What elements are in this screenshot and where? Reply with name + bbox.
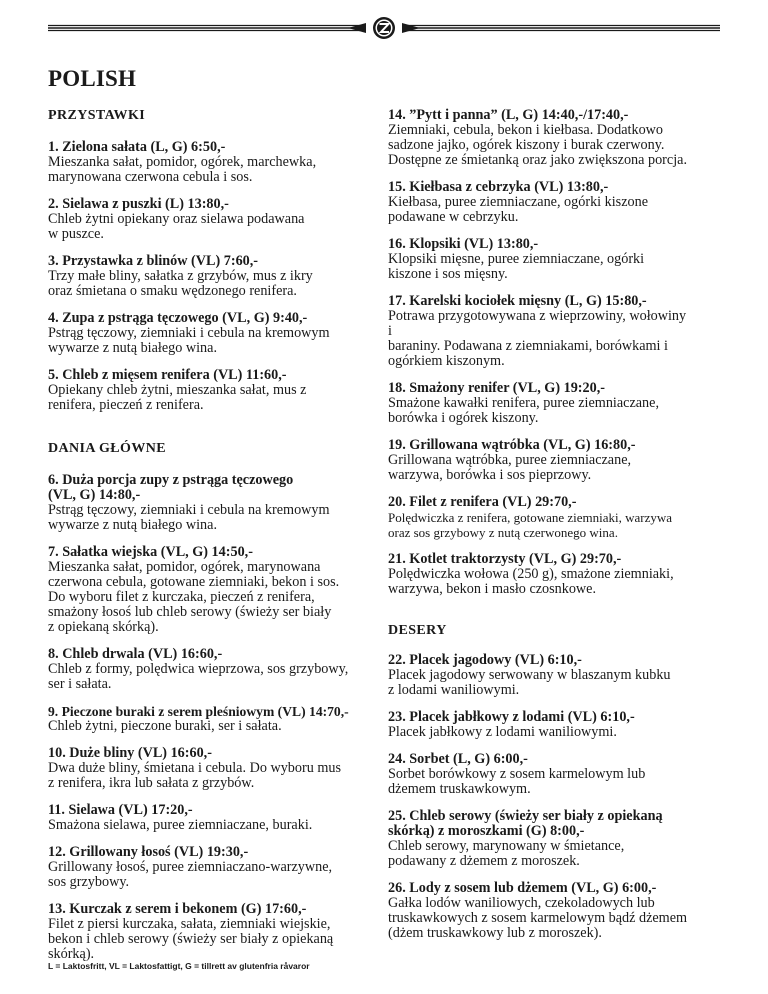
menu-item-desc: Polędwiczka wołowa (250 g), smażone ziemniaki, warzywa, bekon i masło czosnkowe. <box>388 566 674 597</box>
section-desery <box>388 623 720 941</box>
menu-item-desc: Grillowana wątróbka, puree ziemniaczane, warzywa, borówka i sos pieprzowy. <box>388 452 632 483</box>
header-right-stripes <box>404 26 720 31</box>
menu-item <box>388 495 720 540</box>
menu-item-title: 8. Chleb drwala (VL) 16:60,- <box>48 646 223 662</box>
allergen-footnote: L = Laktosfritt, VL = Laktosfattigt, G = tillrett av glutenfria råvaror <box>48 961 310 971</box>
menu-item-desc: Smażone kawałki renifera, puree ziemniaczane, borówka i ogórek kiszony. <box>388 395 659 426</box>
menu-item <box>388 752 720 797</box>
menu-item <box>388 294 720 369</box>
menu-item <box>48 704 374 734</box>
menu-item <box>48 140 374 185</box>
menu-item-desc: Opiekany chleb żytni, mieszanka sałat, mus z renifera, pieczeń z renifera. <box>48 382 307 413</box>
menu-item <box>388 552 720 597</box>
menu-item-desc: Pstrąg tęczowy, ziemniaki i cebula na kremowym wywarze z nutą białego wina. <box>48 325 330 356</box>
menu-item <box>48 746 374 791</box>
menu-item-desc: Grillowany łosoś, puree ziemniaczano-warzywne, sos grzybowy. <box>48 859 333 890</box>
menu-item <box>388 653 720 698</box>
menu-item <box>388 710 720 740</box>
menu-item <box>388 881 720 941</box>
menu-item-title: 13. Kurczak z serem i bekonem (G) 17:60,- <box>48 901 307 917</box>
menu-item <box>48 473 374 533</box>
emblem-icon <box>348 17 420 39</box>
menu-item-desc: Chleb z formy, polędwica wieprzowa, sos grzybowy, ser i sałata. <box>48 661 349 692</box>
menu-item-title: 23. Placek jabłkowy z lodami (VL) 6:10,- <box>388 709 635 725</box>
menu-item-title: 14. ”Pytt i panna” (L, G) 14:40,-/17:40,- <box>388 107 629 123</box>
menu-item-title: 17. Karelski kociołek mięsny (L, G) 15:80,- <box>388 293 647 309</box>
menu-item-title: 2. Sielawa z puszki (L) 13:80,- <box>48 196 229 212</box>
menu-item-desc: Placek jagodowy serwowany w blaszanym kubku z lodami waniliowymi. <box>388 667 671 698</box>
section-heading: DANIA GŁÓWNE <box>48 441 166 456</box>
menu-item-title: 9. Pieczone buraki z serem pleśniowym (VL) 14:70,- <box>48 704 349 719</box>
menu-item-title: 19. Grillowana wątróbka (VL, G) 16:80,- <box>388 437 636 453</box>
menu-item <box>48 803 374 833</box>
menu-item-desc: Smażona sielawa, puree ziemniaczane, buraki. <box>48 817 313 833</box>
menu-item-desc: Placek jabłkowy z lodami waniliowymi. <box>388 724 617 740</box>
menu-item-title: 7. Sałatka wiejska (VL, G) 14:50,- <box>48 544 253 560</box>
section-przystawki <box>48 108 374 413</box>
menu-item <box>48 902 374 962</box>
menu-item-desc: Chleb żytni, pieczone buraki, ser i sałata. <box>48 718 282 734</box>
header-rule <box>48 16 720 40</box>
section-heading: DESERY <box>388 623 447 638</box>
menu-item-desc: Dwa duże bliny, śmietana i cebula. Do wyboru mus z renifera, ikra lub sałata z grzybów. <box>48 760 342 791</box>
menu-item-title: 18. Smażony renifer (VL, G) 19:20,- <box>388 380 605 396</box>
section-heading: PRZYSTAWKI <box>48 108 146 123</box>
menu-item-desc: Potrawa przygotowywana z wieprzowiny, wołowiny i baraniny. Podawana z ziemniakami, borówkami i ogórkiem kiszonym. <box>388 308 687 369</box>
menu-item-desc: Pstrąg tęczowy, ziemniaki i cebula na kremowym wywarze z nutą białego wina. <box>48 502 330 533</box>
menu-item-desc: Kiełbasa, puree ziemniaczane, ogórki kiszone podawane w cebrzyku. <box>388 194 648 225</box>
section-dania-glowne <box>48 441 374 962</box>
menu-item <box>48 197 374 242</box>
menu-item-desc: Mieszanka sałat, pomidor, ogórek, marynowana czerwona cebula, gotowane ziemniaki, bekon i sos. Do wyboru filet z kurczaka, pieczeń z renifera, smażony łosoś lub chleb serowy (świeży ser biały z opiekaną skórką). <box>48 559 340 635</box>
menu-item <box>388 237 720 282</box>
menu-item <box>388 180 720 225</box>
menu-item-desc: Chleb żytni opiekany oraz sielawa podawana w puszce. <box>48 211 305 242</box>
menu-item-desc: Mieszanka sałat, pomidor, ogórek, marchewka, marynowana czerwona cebula i sos. <box>48 154 317 185</box>
menu-item-desc: Polędwiczka z renifera, gotowane ziemniaki, warzywa oraz sos grzybowy z nutą czerwonego wina. <box>388 510 673 540</box>
menu-item-title: 3. Przystawka z blinów (VL) 7:60,- <box>48 253 259 269</box>
menu-item <box>48 368 374 413</box>
menu-item <box>388 381 720 426</box>
menu-item-desc: Klopsiki mięsne, puree ziemniaczane, ogórki kiszone i sos mięsny. <box>388 251 645 282</box>
menu-item-title: 1. Zielona sałata (L, G) 6:50,- <box>48 139 226 155</box>
right-column <box>388 108 720 941</box>
menu-item-title: 12. Grillowany łosoś (VL) 19:30,- <box>48 844 249 860</box>
menu-item <box>48 254 374 299</box>
menu-item <box>48 845 374 890</box>
menu-item <box>48 647 374 692</box>
menu-item <box>388 108 720 168</box>
menu-item <box>48 545 374 635</box>
menu-item-title: 4. Zupa z pstrąga tęczowego (VL, G) 9:40,- <box>48 310 308 326</box>
menu-item <box>48 311 374 356</box>
menu-item-title: 20. Filet z renifera (VL) 29:70,- <box>388 494 577 510</box>
left-column <box>48 108 374 962</box>
menu-item-title: 10. Duże bliny (VL) 16:60,- <box>48 745 212 761</box>
menu-item-title: 26. Lody z sosem lub dżemem (VL, G) 6:00,- <box>388 880 657 896</box>
menu-item-desc: Trzy małe bliny, sałatka z grzybów, mus z ikry oraz śmietana o smaku wędzonego renifera. <box>48 268 313 299</box>
menu-item-title: 21. Kotlet traktorzysty (VL, G) 29:70,- <box>388 551 622 567</box>
menu-item <box>388 809 720 869</box>
menu-item-title: 5. Chleb z mięsem renifera (VL) 11:60,- <box>48 367 287 383</box>
menu-item-title: 6. Duża porcja zupy z pstrąga tęczowego (VL, G) 14:80,- <box>48 472 294 503</box>
menu-item-title: 16. Klopsiki (VL) 13:80,- <box>388 236 539 252</box>
menu-item-title: 11. Sielawa (VL) 17:20,- <box>48 802 193 818</box>
menu-item-title: 24. Sorbet (L, G) 6:00,- <box>388 751 528 767</box>
page-title: POLISH <box>48 66 137 91</box>
menu-item-title: 22. Placek jagodowy (VL) 6:10,- <box>388 652 582 668</box>
menu-item-desc: Chleb serowy, marynowany w śmietance, podawany z dżemem z moroszek. <box>388 838 625 869</box>
menu-item-desc: Ziemniaki, cebula, bekon i kiełbasa. Dodatkowo sadzone jajko, ogórek kiszony i burak czerwony. Dostępne ze śmietanką oraz jako zwiększona porcja. <box>388 122 687 168</box>
menu-item-desc: Sorbet borówkowy z sosem karmelowym lub dżemem truskawkowym. <box>388 766 646 797</box>
menu-item-title: 15. Kiełbasa z cebrzyka (VL) 13:80,- <box>388 179 609 195</box>
menu-item-title: 25. Chleb serowy (świeży ser biały z opiekaną skórką) z moroszkami (G) 8:00,- <box>388 808 663 839</box>
menu-item-desc: Filet z piersi kurczaka, sałata, ziemniaki wiejskie, bekon i chleb serowy (świeży ser biały z opiekaną skórką). <box>48 916 334 962</box>
menu-item-desc: Gałka lodów waniliowych, czekoladowych lub truskawkowych z sosem karmelowym bądź dżemem (dżem truskawkowy lub z moroszek). <box>388 895 688 941</box>
menu-item <box>388 438 720 483</box>
header-left-stripes <box>48 26 364 31</box>
